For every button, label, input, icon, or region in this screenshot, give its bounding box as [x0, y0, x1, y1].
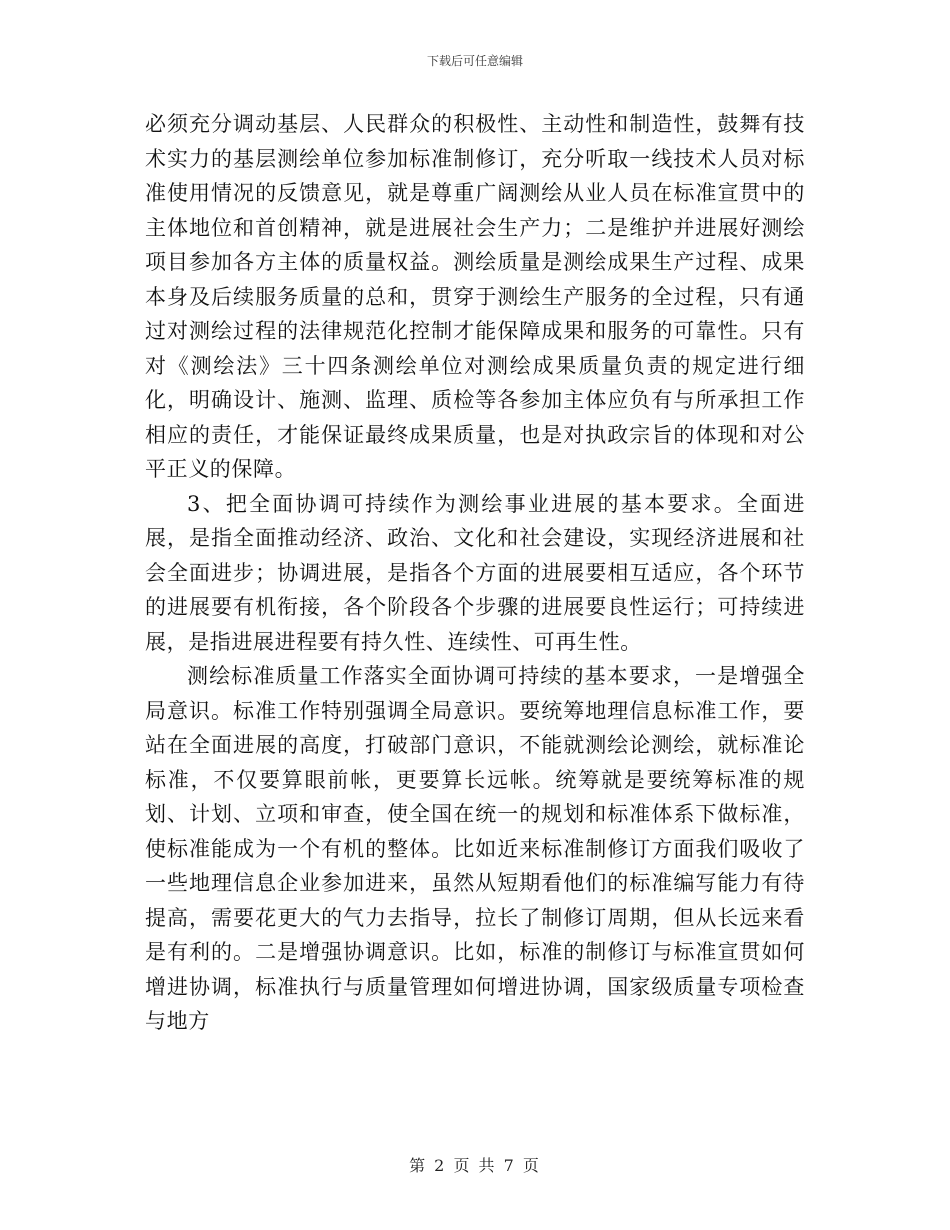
paragraph-3: 测绘标准质量工作落实全面协调可持续的基本要求，一是增强全局意识。标准工作特别强调全局意识。要统筹地理信息标准工作，要站在全面进展的高度，打破部门意识，不能就测绘论测绘，就标准论标准，不仅要算眼前帐，更要算长远帐。统筹就是要统筹标准的规划、计划、立项和审查，使全国在统一的规划和标准体系下做标准，使标准能成为一个有机的整体。比如近来标准制修订方面我们吸收了一些地理信息企业参加进来，虽然从短期看他们的标准编写能力有待提高，需要花更大的气力去指导，拉长了制修订周期，但从长远来看是有利的。二是增强协调意识。比如，标准的制修订与标准宣贯如何增进协调，标准执行与质量管理如何增进协调，国家级质量专项检查与地方 — [145, 664, 805, 1033]
paragraph-2: 3、把全面协调可持续作为测绘事业进展的基本要求。全面进展，是指全面推动经济、政治、文化和社会建设，实现经济进展和社会全面进步；协调进展，是指各个方面的进展要相互适应，各个环节的进展要有机衔接，各个阶段各个步骤的进展要良性运行；可持续进展，是指进展进程要有持久性、连续性、可再生性。 — [145, 491, 805, 654]
paragraph-1: 必须充分调动基层、人民群众的积极性、主动性和制造性，鼓舞有技术实力的基层测绘单位参加标准制修订，充分听取一线技术人员对标准使用情况的反馈意见，就是尊重广阔测绘从业人员在标准宣贯中的主体地位和首创精神，就是进展社会生产力；二是维护并进展好测绘项目参加各方主体的质量权益。测绘质量是测绘成果生产过程、成果本身及后续服务质量的总和，贯穿于测绘生产服务的全过程，只有通过对测绘过程的法律规范化控制才能保障成果和服务的可靠性。只有对《测绘法》三十四条测绘单位对测绘成果质量负责的规定进行细化，明确设计、施测、监理、质检等各参加主体应负有与所承担工作相应的责任，才能保证最终成果质量，也是对执政宗旨的体现和对公平正义的保障。 — [145, 112, 805, 481]
page-number-footer: 第 2 页 共 7 页 — [409, 1156, 541, 1175]
page-header: 下载后可任意编辑 — [426, 54, 523, 68]
document-body — [145, 107, 805, 1039]
